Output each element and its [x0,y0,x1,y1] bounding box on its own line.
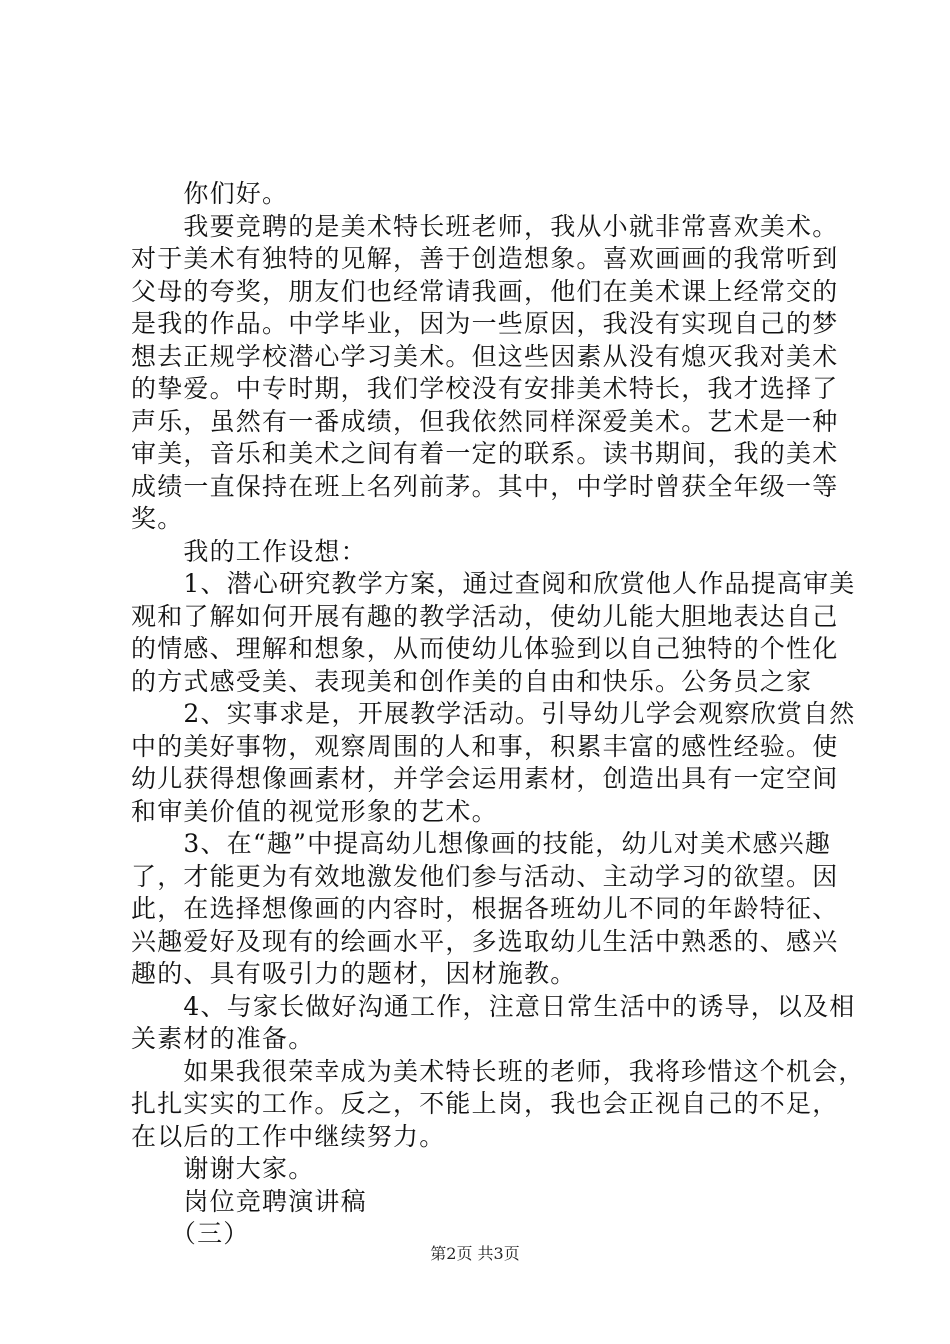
text-line: 了，才能更为有效地激发他们参与活动、主动学习的欲望。因 [131,861,839,891]
text-line: 的情感、理解和想象，从而使幼儿体验到以自己独特的个性化 [131,634,839,663]
text-line: 岗位竞聘演讲稿 [131,1186,367,1216]
text-line: 审美，音乐和美术之间有着一定的联系。读书期间，我的美术 [131,439,839,468]
text-line: 我要竞聘的是美术特长班老师，我从小就非常喜欢美术。 [131,211,839,241]
text-line: 奖。 [131,504,184,533]
text-line: 声乐，虽然有一番成绩，但我依然同样深爱美术。艺术是一种 [131,406,839,436]
text-line: 你们好。 [131,179,289,208]
text-line: 此，在选择想像画的内容时，根据各班幼儿不同的年龄特征、 [131,894,839,923]
text-line: 在以后的工作中继续努力。 [131,1121,446,1151]
text-line: 幼儿获得想像画素材，并学会运用素材，创造出具有一定空间 [131,764,839,793]
text-line: 1、潜心研究教学方案，通过查阅和欣赏他人作品提高审美 [131,569,856,598]
text-line: 和审美价值的视觉形象的艺术。 [131,796,498,826]
text-line: 父母的夸奖，朋友们也经常请我画，他们在美术课上经常交的 [131,276,839,306]
text-line: 关素材的准备。 [131,1024,315,1053]
text-line: 成绩一直保持在班上名列前茅。其中，中学时曾获全年级一等 [131,471,839,501]
text-line: （三） [131,1219,250,1248]
text-line: 对于美术有独特的见解，善于创造想象。喜欢画画的我常听到 [131,244,839,273]
text-line: 的方式感受美、表现美和创作美的自由和快乐。公务员之家 [131,666,813,696]
text-line: 的挚爱。中专时期，我们学校没有安排美术特长，我才选择了 [131,374,839,403]
text-line: 扎扎实实的工作。反之，不能上岗，我也会正视自己的不足， [131,1089,839,1118]
text-line: 趣的、具有吸引力的题材，因材施教。 [131,959,577,988]
text-line: 谢谢大家。 [131,1154,315,1183]
text-line: 想去正规学校潜心学习美术。但这些因素从没有熄灭我对美术 [131,341,839,371]
text-line: 我的工作设想： [131,536,367,566]
text-line: 如果我很荣幸成为美术特长班的老师，我将珍惜这个机会， [131,1056,865,1086]
page-footer: 第2页 共3页 [430,1244,520,1263]
text-line: 中的美好事物，观察周围的人和事，积累丰富的感性经验。使 [131,731,839,761]
text-line: 3、在“趣”中提高幼儿想像画的技能，幼儿对美术感兴趣 [131,829,832,858]
text-line: 兴趣爱好及现有的绘画水平，多选取幼儿生活中熟悉的、感兴 [131,926,839,956]
text-line: 2、实事求是，开展教学活动。引导幼儿学会观察欣赏自然 [131,699,856,728]
text-line: 是我的作品。中学毕业，因为一些原因，我没有实现自己的梦 [131,309,839,338]
text-line: 观和了解如何开展有趣的教学活动，使幼儿能大胆地表达自己 [131,601,839,631]
text-line: 4、与家长做好沟通工作，注意日常生活中的诱导，以及相 [131,991,856,1021]
